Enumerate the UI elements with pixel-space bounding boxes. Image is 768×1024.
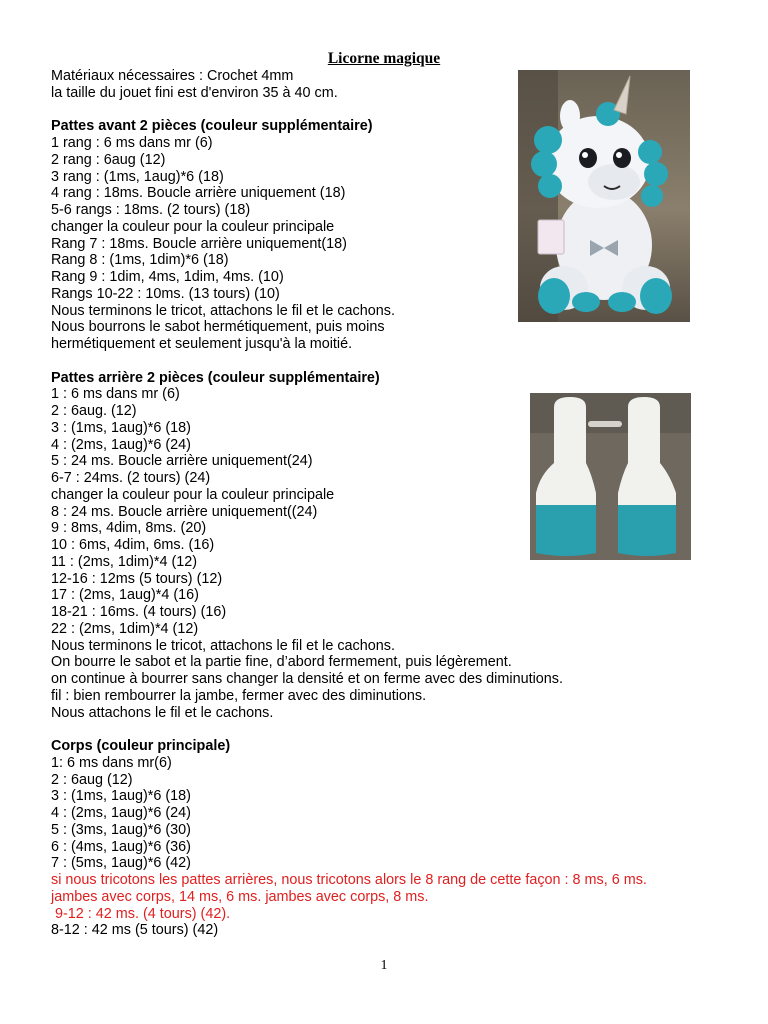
pattern-line: 6 : (4ms, 1aug)*6 (36) [51, 838, 191, 855]
unicorn-photo [518, 70, 690, 322]
pattern-line: 8-12 : 42 ms (5 tours) (42) [51, 922, 219, 939]
pattern-line: 1 rang : 6 ms dans mr (6) [51, 135, 213, 151]
pattern-line: On bourre le sabot et la partie fine, d’abord fermement, puis légèrement. [51, 654, 512, 671]
highlighted-note-line: si nous tricotons les pattes arrières, nous tricotons alors le 8 rang de cette façon : 8 ms, 6 ms. [51, 872, 647, 888]
pattern-line: 11 : (2ms, 1dim)*4 (12) [51, 553, 198, 570]
pattern-line: 2 rang : 6aug (12) [51, 151, 166, 168]
section-heading-back-legs: Pattes arrière 2 pièces (couleur supplémentaire) [51, 369, 380, 386]
intro-line: Matériaux nécessaires : Crochet 4mm [51, 68, 294, 84]
pattern-line: 4 rang : 18ms. Boucle arrière uniquement (18) [51, 185, 346, 202]
pattern-line: 5 : 24 ms. Boucle arrière uniquement(24) [51, 453, 313, 470]
section-heading-body: Corps (couleur principale) [51, 738, 231, 754]
pattern-line: 2 : 6aug (12) [51, 771, 133, 788]
legs-photo [530, 393, 691, 560]
pattern-line: Rang 7 : 18ms. Boucle arrière uniquement(18) [51, 235, 347, 252]
pattern-line: 1: 6 ms dans mr(6) [51, 754, 172, 771]
unicorn-illustration [518, 70, 690, 322]
pattern-line: 6-7 : 24ms. (2 tours) (24) [51, 470, 211, 486]
pattern-line: Nous terminons le tricot, attachons le fil et le cachons. [51, 302, 395, 319]
document-title: Licorne magique [327, 50, 441, 67]
pattern-line: 7 : (5ms, 1aug)*6 (42) [51, 855, 191, 872]
pattern-line: Rang 8 : (1ms, 1dim)*6 (18) [51, 252, 229, 269]
pattern-line: 5-6 rangs : 18ms. (2 tours) (18) [51, 202, 251, 218]
pattern-line: 8 : 24 ms. Boucle arrière uniquement((24) [51, 503, 318, 520]
pattern-line: 22 : (2ms, 1dim)*4 (12) [51, 620, 199, 637]
pattern-line: Nous attachons le fil et le cachons. [51, 704, 274, 721]
pattern-line: on continue à bourrer sans changer la densité et on ferme avec des diminutions. [51, 671, 563, 687]
pattern-line: Rang 9 : 1dim, 4ms, 1dim, 4ms. (10) [51, 269, 284, 285]
pattern-line: hermétiquement et seulement jusqu'à la moitié. [51, 336, 353, 352]
pattern-line: 1 : 6 ms dans mr (6) [51, 386, 180, 403]
pattern-line: 3 : (1ms, 1aug)*6 (18) [51, 419, 191, 436]
pattern-line: 18-21 : 16ms. (4 tours) (16) [51, 604, 227, 620]
pattern-line: 5 : (3ms, 1aug)*6 (30) [51, 821, 191, 838]
pattern-line: 3 : (1ms, 1aug)*6 (18) [51, 788, 191, 805]
highlighted-note-line: jambes avec corps, 14 ms, 6 ms. jambes avec corps, 8 ms. [51, 888, 429, 905]
legs-illustration [530, 393, 691, 560]
pattern-line: changer la couleur pour la couleur principale [51, 218, 335, 235]
pattern-line: 12-16 : 12ms (5 tours) (12) [51, 570, 223, 587]
intro-line: la taille du jouet fini est d'environ 35 à 40 cm. [51, 84, 338, 101]
pattern-line: 17 : (2ms, 1aug)*4 (16) [51, 587, 199, 604]
pattern-line: 3 rang : (1ms, 1aug)*6 (18) [51, 168, 224, 185]
highlighted-note-line: 9-12 : 42 ms. (4 tours) (42). [51, 905, 231, 922]
blank-line [51, 721, 711, 738]
pattern-line: Nous bourrons le sabot hermétiquement, puis moins [51, 319, 385, 336]
pattern-line: 4 : (2ms, 1aug)*6 (24) [51, 436, 191, 453]
section-heading-front-legs: Pattes avant 2 pièces (couleur supplémentaire) [51, 118, 373, 135]
pattern-line: Nous terminons le tricot, attachons le fil et le cachons. [51, 637, 395, 654]
pattern-line: changer la couleur pour la couleur principale [51, 486, 335, 503]
pattern-line: fil : bien rembourrer la jambe, fermer avec des diminutions. [51, 687, 427, 704]
pattern-line: 4 : (2ms, 1aug)*6 (24) [51, 805, 191, 821]
pattern-line: 2 : 6aug. (12) [51, 403, 137, 419]
pattern-line: 9 : 8ms, 4dim, 8ms. (20) [51, 520, 207, 537]
page-number: 1 [380, 958, 388, 973]
blank-line [51, 353, 711, 370]
pattern-line: 10 : 6ms, 4dim, 6ms. (16) [51, 537, 215, 553]
pattern-line: Rangs 10-22 : 10ms. (13 tours) (10) [51, 285, 280, 302]
